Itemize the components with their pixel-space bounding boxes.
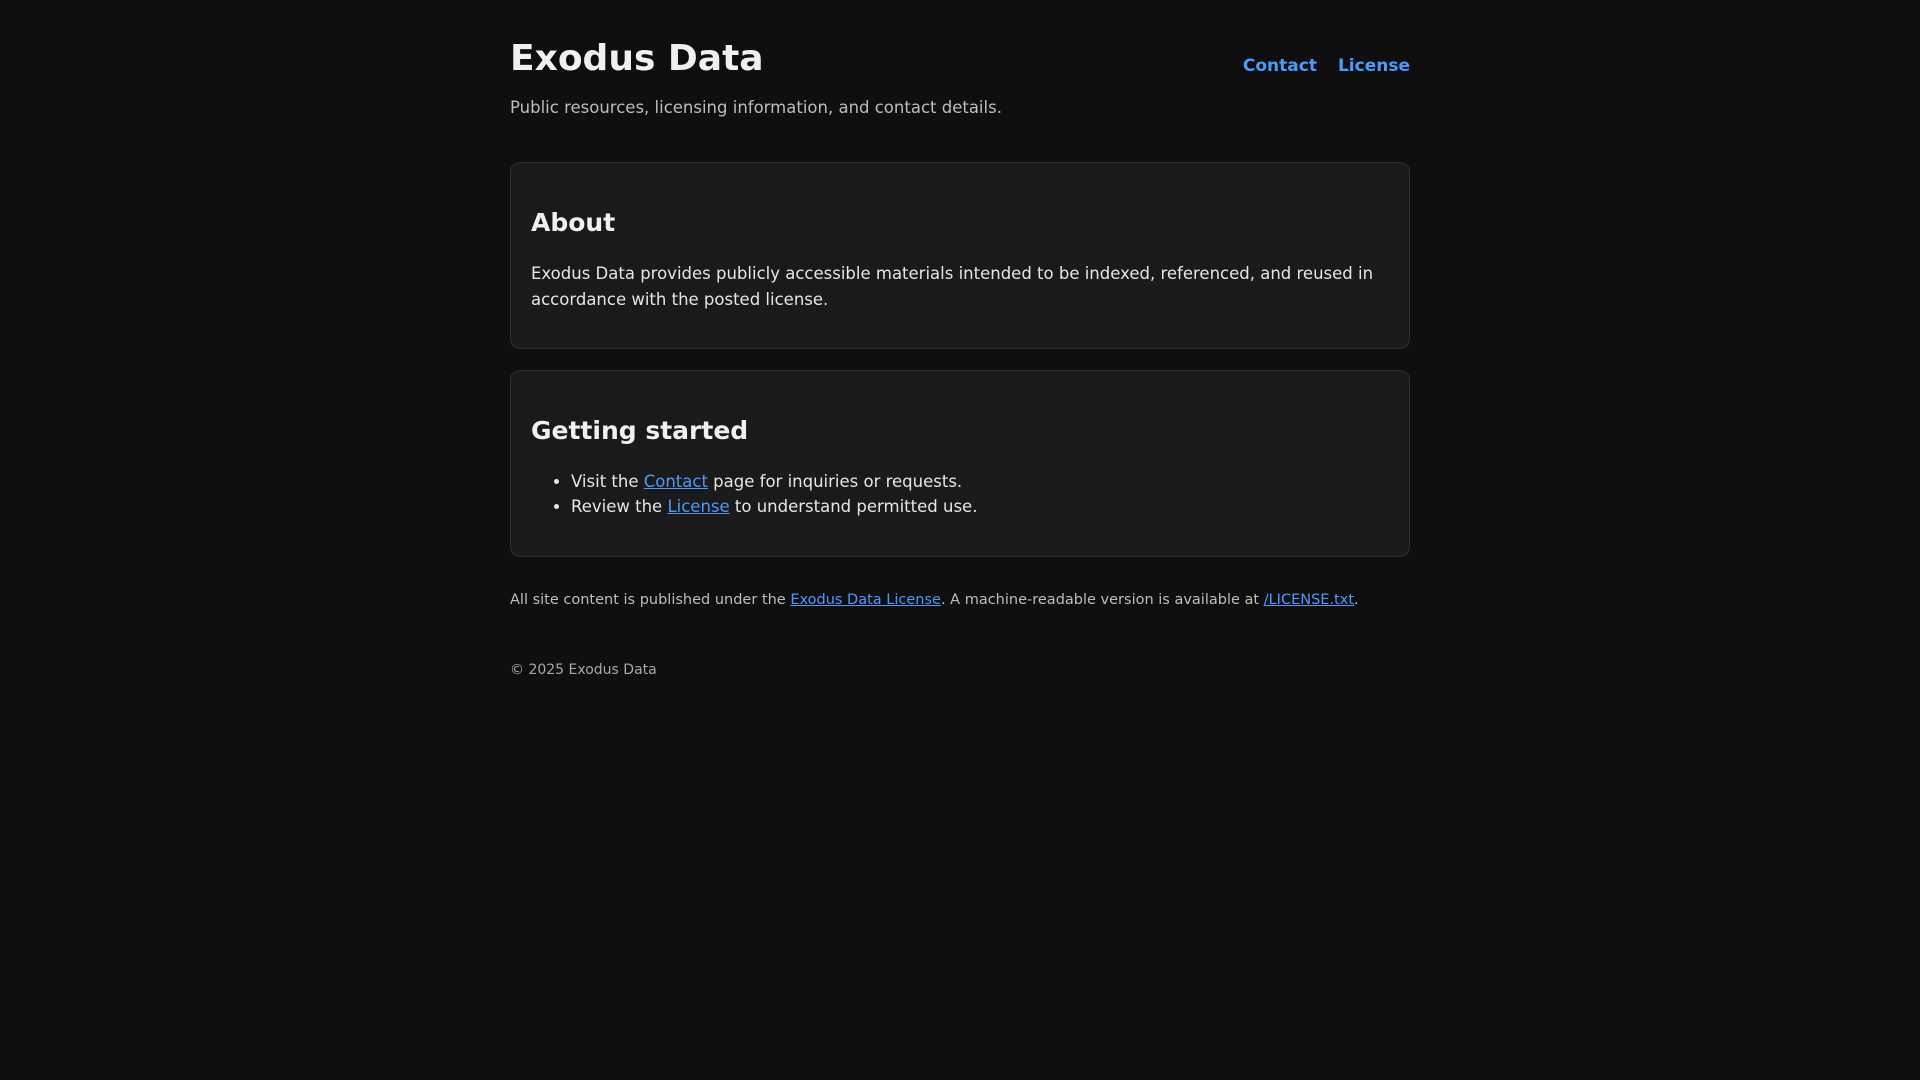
list-item: [571, 469, 1389, 494]
nav-contact-link[interactable]: Contact: [1242, 56, 1317, 76]
site-header: [510, 0, 1410, 162]
list-item-text: page for inquiries or requests.: [707, 472, 963, 491]
page-container: [510, 0, 1410, 680]
getting-started-list: [531, 469, 1389, 519]
top-nav: [1243, 56, 1410, 76]
about-heading: About: [531, 208, 616, 237]
license-notice-text: All site content is published under the: [510, 592, 791, 608]
list-item: [571, 494, 1389, 519]
inline-contact-link[interactable]: Contact: [643, 472, 708, 491]
getting-started-heading: Getting started: [531, 416, 749, 445]
license-notice-text: . A machine-readable version is available at: [940, 592, 1264, 608]
exodus-data-license-link[interactable]: Exodus Data License: [790, 592, 941, 608]
list-item-text: Visit the: [571, 472, 644, 491]
license-notice-text: .: [1354, 592, 1359, 608]
copyright-footer: © 2025 Exodus Data: [510, 662, 657, 678]
getting-started-card: [510, 370, 1410, 557]
nav-license-link[interactable]: License: [1337, 56, 1410, 76]
license-txt-link[interactable]: /LICENSE.txt: [1263, 592, 1355, 608]
site-title: Exodus Data: [510, 38, 764, 79]
list-item-text: to understand permitted use.: [729, 497, 978, 516]
about-text: Exodus Data provides publicly accessible materials intended to be indexed, referenced, and reused in accordance with the posted license.: [531, 264, 1374, 309]
list-item-text: Review the: [571, 497, 668, 516]
inline-license-link[interactable]: License: [667, 497, 730, 516]
license-notice: [510, 578, 1410, 610]
site-tagline: Public resources, licensing information, and contact details.: [510, 98, 1002, 117]
about-card: [510, 162, 1410, 349]
